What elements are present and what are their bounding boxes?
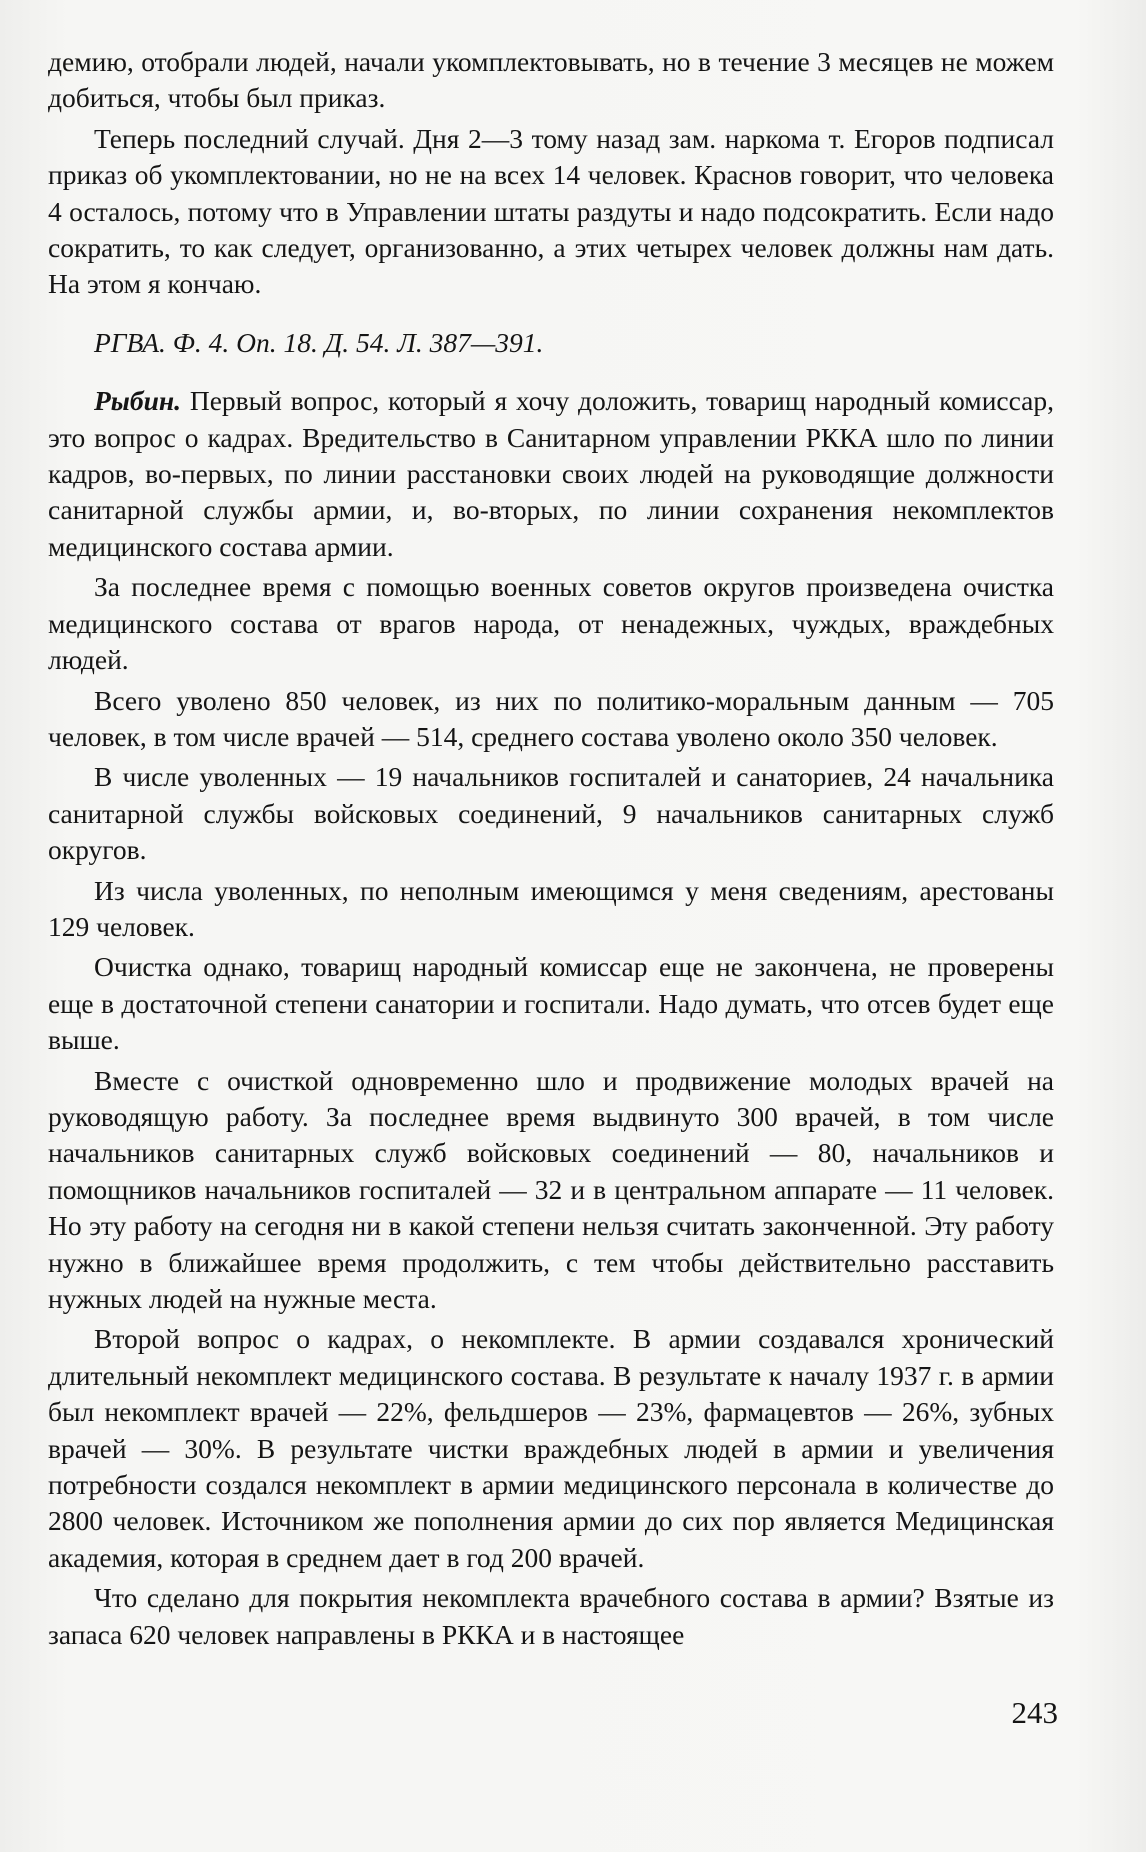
speech-paragraph bbox=[48, 383, 1054, 565]
page-number: 243 bbox=[1011, 1695, 1058, 1730]
paragraph: Всего уволено 850 человек, из них по политико-моральным данным — 705 человек, в том числе врачей — 514, среднего состава уволено около 350 человек. bbox=[48, 684, 1054, 752]
speaker-name: Рыбин. bbox=[94, 385, 182, 417]
paragraph: В числе уволенных — 19 начальников госпиталей и санаториев, 24 начальника санитарной службы войсковых соединений, 9 начальников санитарных служб округов. bbox=[48, 761, 1054, 866]
paragraph: Что сделано для покрытия некомплекта врачебного состава в армии? Взятые из запаса 620 человек направлены в РККА и в настоящее bbox=[48, 1582, 1054, 1650]
paragraph: Вместе с очисткой одновременно шло и продвижение молодых врачей на руководящую работу. За последнее время выдвинуто 300 врачей, в том числе начальников санитарных служб войсковых соединений — 80, начальников и помощников начальников госпиталей — 32 и в центральном аппарате — 11 человек. Но эту работу на сегодня ни в какой степени нельзя считать законченной. Эту работу нужно в ближайшее время продолжить, с тем чтобы действительно расставить нужных людей на нужные места. bbox=[48, 1064, 1054, 1314]
paragraph: Теперь последний случай. Дня 2—3 тому назад зам. наркома т. Егоров подписал приказ об укомплектовании, но не на всех 14 человек. Краснов говорит, что человека 4 осталось, потому что в Управлении штаты раздуты и надо подсократить. Если надо сократить, то как следует, организованно, а этих четырех человек должны нам дать. На этом я кончаю. bbox=[48, 122, 1054, 300]
paragraph-continuation: демию, отобрали людей, начали укомплектовывать, но в течение 3 месяцев не можем добиться, чтобы был приказ. bbox=[48, 46, 1054, 114]
speech-text: Первый вопрос, который я хочу доложить, товарищ народный комиссар, это вопрос о кадрах. Вредительство в Санитарном управлении РККА шло по линии кадров, во-первых, по линии расстановки своих людей на руководящие должности санитарной службы армии, и, во-вторых, по линии сохранения некомплектов медицинского состава армии. bbox=[48, 385, 1054, 562]
paragraph: Очистка однако, товарищ народный комиссар еще не закончена, не проверены еще в достаточной степени санатории и госпитали. Надо думать, что отсев будет еще выше. bbox=[48, 951, 1054, 1056]
paragraph: Из числа уволенных, по неполным имеющимся у меня сведениям, арестованы 129 человек. bbox=[48, 874, 1054, 942]
paragraph: Второй вопрос о кадрах, о некомплекте. В армии создавался хронический длительный некомплект медицинского состава. В результате к началу 1937 г. в армии был некомплект врачей — 22%, фельдшеров — 23%, фармацевтов — 26%, зубных врачей — 30%. В результате чистки враждебных людей в армии и увеличения потребности создался некомплект в армии медицинского персонала в количестве до 2800 человек. Источником же пополнения армии до сих пор является Медицинская академия, которая в среднем дает в год 200 врачей. bbox=[48, 1323, 1054, 1573]
paragraph: За последнее время с помощью военных советов округов произведена очистка медицинского состава от врагов народа, от ненадежных, чуждых, враждебных людей. bbox=[48, 571, 1054, 676]
archive-source-reference: РГВА. Ф. 4. Оп. 18. Д. 54. Л. 387—391. bbox=[94, 326, 544, 358]
page-body bbox=[48, 44, 1054, 1657]
